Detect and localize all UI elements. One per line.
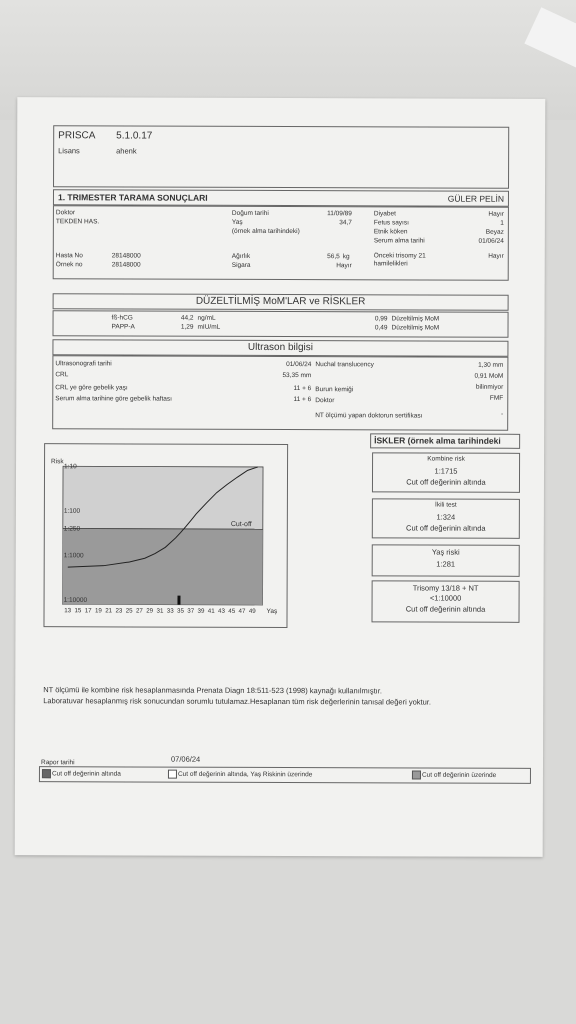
x-tick-label: 47 [238, 607, 246, 615]
fetus-value: 1 [500, 219, 504, 227]
fetus-label: Fetus sayısı [373, 219, 409, 227]
age-value: 34,7 [339, 219, 352, 227]
combined-risk-box [372, 452, 520, 493]
risks-title: İSKLER (örnek alma tarihindeki [374, 435, 501, 446]
header-box [53, 125, 509, 189]
risk-chart-frame [43, 443, 288, 628]
mom-row-mom: 0,49 [374, 324, 388, 332]
us-doctor-label: Doktor [315, 397, 335, 405]
age-risk-box [372, 544, 520, 577]
diabetes-value: Hayır [488, 210, 504, 218]
x-tick-label: 37 [187, 607, 195, 615]
nasal-label: Burun kemiği [315, 386, 354, 394]
ga-crl-label: CRL ye göre gebelik yaşı [55, 384, 128, 392]
x-tick-label: 31 [156, 607, 164, 615]
mom-row-value: 44,2 [180, 314, 194, 322]
birth-value: 11/09/89 [327, 210, 352, 218]
program-name: PRISCA [58, 130, 96, 142]
patient-no-label: Hasta No [55, 252, 83, 260]
mom-row-mom-label: Düzeltilmiş MoM [391, 315, 440, 323]
double-test-box [372, 498, 520, 539]
age-label: Yaş [231, 218, 243, 226]
mom-row-unit: ng/mL [197, 314, 216, 322]
prev-label-2: hamilelikleri [373, 260, 408, 268]
legend-label: Cut off değerinin altında, Yaş Riskinin üzerinde [177, 770, 313, 779]
y-tick-label: 1:250 [63, 525, 81, 533]
age-risk-label: Yaş riski [431, 547, 460, 557]
mom-row-mom: 0,99 [374, 315, 388, 323]
y-axis-label: Risk [51, 458, 64, 466]
ethnic-label: Etnik köken [373, 228, 408, 236]
nt-cert-dash: - [501, 410, 504, 418]
smoking-value: Hayır [336, 262, 352, 270]
us-doctor-value: FMF [489, 394, 504, 402]
nt-cert: NT ölçümü yapan doktorun sertifikası [315, 412, 423, 420]
y-tick-label: 1:1000 [63, 552, 84, 560]
ultrasound-title: Ultrason bilgisi [247, 341, 313, 354]
nt-label: Nuchal translucency [315, 361, 374, 369]
trisomy-note: Cut off değerinin altında [405, 604, 486, 614]
sample-no-value: 28148000 [111, 261, 141, 269]
ga-crl-value: 11 + 6 [293, 385, 312, 393]
legend-item-below [42, 769, 121, 778]
x-tick-label: 35 [177, 607, 184, 615]
note-line-2: Laboratuvar hesaplanmış risk sonucundan sorumlu tutulamaz.Hesaplanan tüm risk değerlerinin tanısal değeri yoktur. [43, 696, 431, 707]
double-value: 1:324 [436, 512, 456, 522]
mom-row-value: 1,29 [180, 323, 194, 331]
program-version: 5.1.0.17 [116, 130, 153, 142]
combined-label: Kombine risk [427, 455, 465, 463]
license-value: ahenk [116, 146, 137, 156]
mom-row-name: fß-hCG [111, 314, 133, 322]
diabetes-label: Diyabet [373, 210, 396, 218]
legend-swatch-white [168, 770, 177, 779]
mom-row-unit: mIU/mL [197, 323, 221, 331]
mom-table [52, 310, 508, 338]
x-tick-label: 49 [248, 607, 256, 615]
double-label: İkili test [435, 501, 457, 509]
legend-label: Cut off değerinin üzerinde [421, 771, 497, 779]
patient-age-marker [177, 596, 180, 605]
x-tick-label: 21 [105, 607, 113, 615]
mom-row-name: PAPP-A [111, 323, 135, 331]
weight-value: 56,5 [327, 253, 340, 261]
below-cutoff-area [63, 528, 263, 604]
mom-header [53, 293, 509, 311]
patient-name: GÜLER PELİN [447, 193, 504, 204]
y-tick-label: 1:100 [63, 507, 81, 515]
weight-unit: kg [342, 253, 350, 261]
crl-value: 53,35 mm [282, 372, 312, 380]
x-tick-label: 45 [228, 607, 236, 615]
x-tick-label: 19 [94, 607, 102, 615]
ga-serum-label: Serum alma tarihine göre gebelik haftası [55, 395, 172, 403]
document-page [15, 97, 546, 857]
crl-label: CRL [55, 371, 69, 379]
us-date-value: 01/06/24 [286, 361, 312, 369]
mom-row-mom-label: Düzeltilmiş MoM [391, 324, 440, 332]
report-date-value: 07/06/24 [170, 754, 201, 764]
legend-item-above [412, 770, 496, 780]
patient-no-value: 28148000 [111, 252, 141, 260]
legend-swatch-dark [42, 769, 51, 778]
sample-no-label: Örnek no [55, 261, 83, 269]
ultrasound-header [52, 339, 508, 357]
legend-swatch-gray [412, 770, 421, 779]
age-note: (örnek alma tarihindeki) [231, 227, 300, 236]
double-note: Cut off değerinin altında [406, 523, 486, 533]
x-tick-label: 17 [84, 607, 92, 615]
report-date-label: Rapor tarihi [40, 759, 75, 767]
doctor-value: TEKDEN HAS. [55, 218, 100, 226]
smoking-label: Sigara [231, 261, 251, 269]
doctor-label: Doktor [55, 209, 76, 217]
x-tick-label: 25 [125, 607, 133, 615]
legend-bar [39, 766, 531, 784]
note-line-1: NT ölçümü ile kombine risk hesaplanmasında Prenata Diagn 18:511-523 (1998) kaynağı kullanılmıştır. [43, 685, 382, 696]
x-tick-label: 27 [135, 607, 143, 615]
trisomy-value: <1:10000 [429, 593, 462, 603]
prev-label-1: Önceki trisomy 21 [373, 252, 426, 260]
us-date-label: Ultrasonografi tarihi [55, 360, 112, 368]
trisomy-label: Trisomy 13/18 + NT [412, 583, 479, 593]
license-label: Lisans [58, 146, 80, 156]
y-tick-label: 1:10000 [63, 596, 88, 604]
risk-chart [44, 444, 287, 627]
serum-value: 01/06/24 [478, 237, 504, 245]
x-tick-label: 39 [197, 607, 205, 615]
patient-info-box [53, 205, 509, 281]
x-tick-label: 13 [64, 607, 72, 615]
x-tick-label: 15 [74, 607, 82, 615]
x-axis-label: Yaş [266, 607, 278, 615]
x-tick-label: 23 [115, 607, 123, 615]
cutoff-label: Cut-off [230, 521, 252, 529]
section1-header [53, 189, 509, 207]
trisomy-box [371, 580, 519, 623]
legend-label: Cut off değerinin altında [51, 770, 121, 778]
x-tick-label: 43 [218, 607, 225, 615]
ultrasound-box [52, 355, 508, 431]
ethnic-value: Beyaz [485, 228, 504, 236]
y-tick-label: 1:10 [64, 463, 77, 471]
prev-value: Hayır [488, 252, 504, 260]
section1-title: 1. TRIMESTER TARAMA SONUÇLARI [57, 192, 208, 203]
nt-value: 1,30 mm [478, 361, 504, 369]
x-tick-label: 33 [166, 607, 174, 615]
x-tick-label: 29 [146, 607, 154, 615]
ga-serum-value: 11 + 6 [293, 396, 312, 404]
nasal-value: bilinmiyor [475, 383, 504, 391]
risks-header [370, 433, 520, 449]
combined-note: Cut off değerinin altında [406, 477, 486, 487]
combined-value: 1:1715 [434, 466, 458, 476]
age-risk-value: 1:281 [436, 559, 456, 569]
legend-item-mid [168, 770, 312, 780]
mom-title: DÜZELTİLMİŞ MoM'LAR ve RİSKLER [195, 295, 366, 308]
nt-mom: 0,91 MoM [474, 372, 504, 380]
serum-label: Serum alma tarihi [373, 237, 425, 245]
weight-label: Ağırlık [231, 252, 251, 260]
birth-label: Doğum tarihi [231, 209, 269, 217]
x-tick-label: 41 [207, 607, 215, 615]
